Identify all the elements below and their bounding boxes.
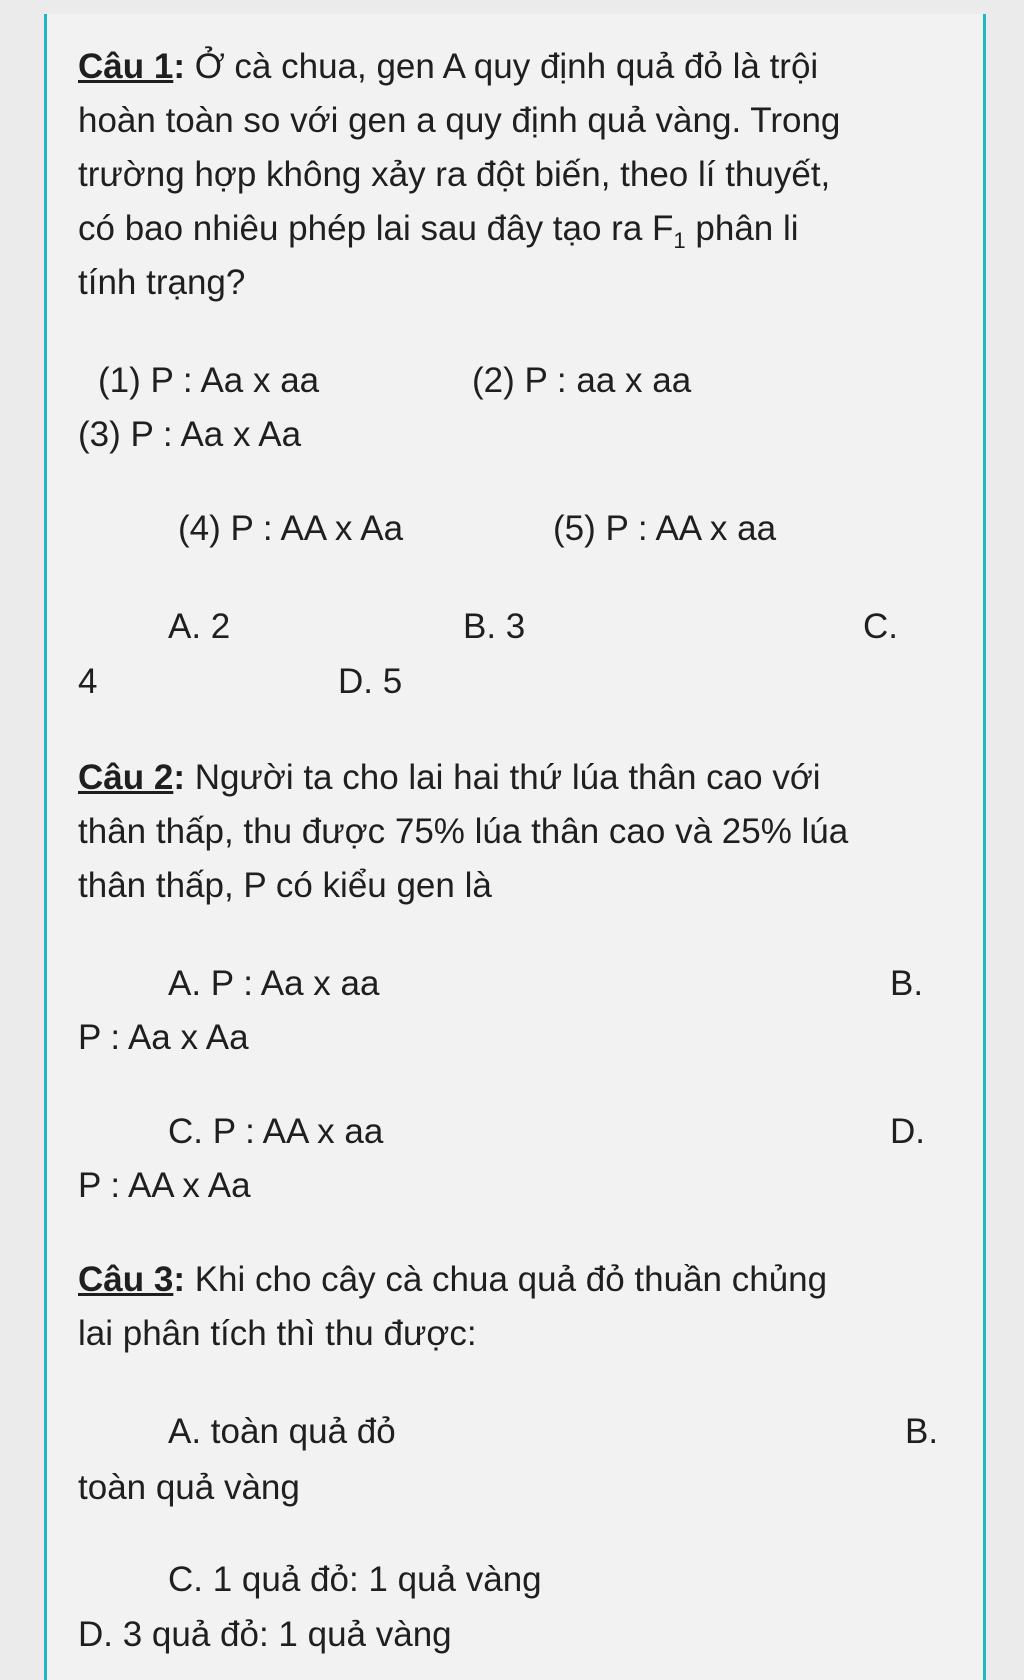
q3-option-c: C. 1 quả đỏ: 1 quả vàng: [168, 1560, 542, 1599]
q2-option-a: A. P : Aa x aa: [168, 964, 380, 1003]
q2-option-b-value: P : Aa x Aa: [78, 1018, 249, 1057]
q2-option-d-value: P : AA x Aa: [78, 1166, 251, 1205]
q1-colon: :: [173, 47, 185, 86]
q1-cross-2: (2) P : aa x aa: [472, 361, 692, 400]
q1-line-5: tính trạng?: [78, 263, 246, 302]
q1-cross-5: (5) P : AA x aa: [553, 509, 777, 548]
q3-label: Câu 3: [78, 1260, 174, 1299]
q1-line-2: hoàn toàn so với gen a quy định quả vàng. Trong: [78, 101, 841, 140]
q2-line-2: thân thấp, thu được 75% lúa thân cao và 25% lúa: [78, 812, 849, 851]
q2-line-1: [78, 758, 821, 798]
q1-option-d: D. 5: [338, 662, 403, 701]
q1-line-1: [78, 47, 818, 87]
q1-f-letter: F: [652, 209, 674, 248]
q2-option-c: C. P : AA x aa: [168, 1112, 384, 1151]
q2-label: Câu 2: [78, 758, 174, 797]
q3-colon: :: [173, 1260, 185, 1299]
document-page: [44, 14, 986, 1680]
q1-line-3: trường hợp không xảy ra đột biến, theo lí thuyết,: [78, 155, 831, 194]
q3-text-1: Khi cho cây cà chua quả đỏ thuần chủng: [184, 1260, 828, 1299]
q3-option-b-value: toàn quả vàng: [78, 1468, 300, 1507]
q1-cross-4: (4) P : AA x Aa: [178, 509, 404, 548]
q2-line-3: thân thấp, P có kiểu gen là: [78, 866, 492, 905]
q3-option-a: A. toàn quả đỏ: [168, 1412, 396, 1451]
q1-option-c: C.: [863, 607, 898, 646]
q1-cross-3: (3) P : Aa x Aa: [78, 415, 302, 454]
q2-text-1: Người ta cho lai hai thứ lúa thân cao với: [184, 758, 821, 797]
q2-colon: :: [173, 758, 185, 797]
q1-text-1: Ở cà chua, gen A quy định quả đỏ là trội: [184, 47, 819, 86]
q3-option-b: B.: [905, 1412, 939, 1451]
q3-line-1: [78, 1260, 827, 1300]
q1-label: Câu 1: [78, 47, 174, 86]
q2-option-b: B.: [890, 964, 924, 1003]
q1-option-c-value: 4: [78, 662, 98, 701]
q3-option-d: D. 3 quả đỏ: 1 quả vàng: [78, 1615, 452, 1654]
q1-option-b: B. 3: [463, 607, 526, 646]
q1-text-4-tail: phân li: [685, 209, 799, 248]
q1-f-subscript: 1: [673, 228, 686, 253]
q3-line-2: lai phân tích thì thu được:: [78, 1314, 477, 1353]
q1-option-a: A. 2: [168, 607, 231, 646]
q1-cross-1: (1) P : Aa x aa: [98, 361, 320, 400]
q2-option-d: D.: [890, 1112, 925, 1151]
q1-text-4: có bao nhiêu phép lai sau đây tạo ra: [78, 209, 653, 248]
q1-line-4: [78, 209, 799, 261]
